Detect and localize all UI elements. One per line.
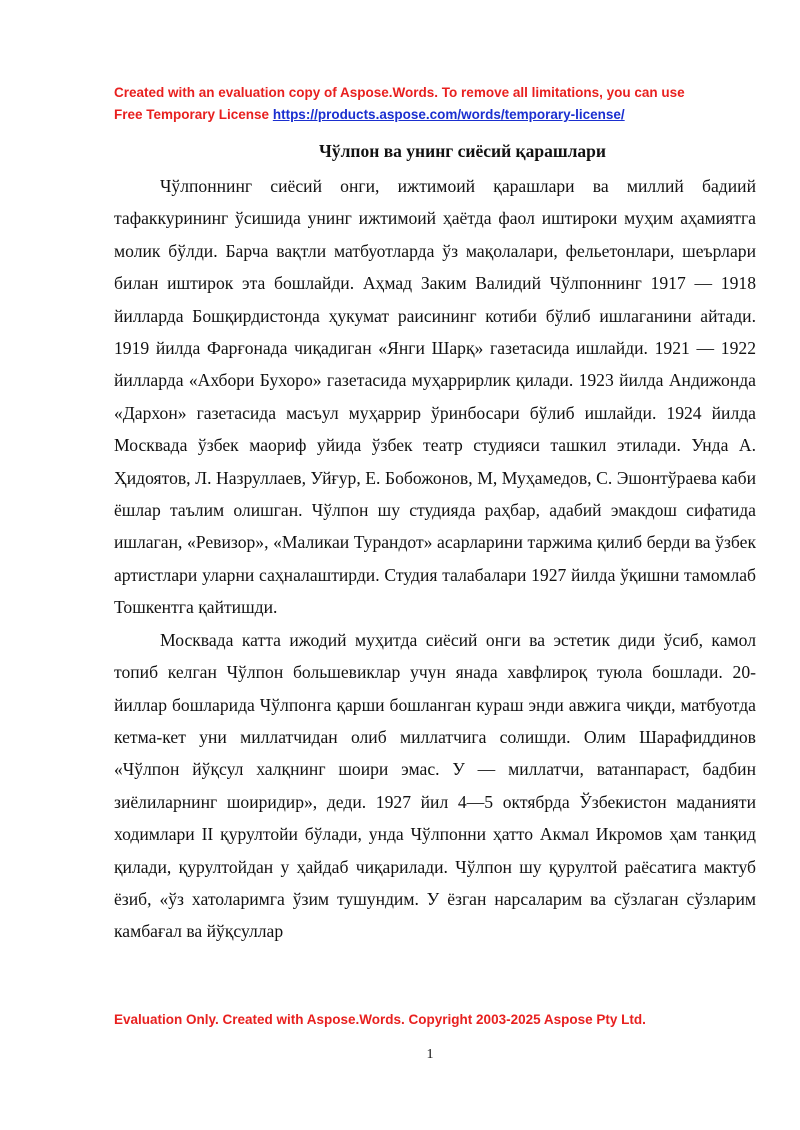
temporary-license-link[interactable]: https://products.aspose.com/words/temporary-license/ bbox=[272, 107, 625, 122]
body-paragraph-2: Москвада катта ижодий муҳитда сиёсий онги ва эстетик диди ўсиб, камол топиб келган Чўлпон большевиклар учун янада хавфлироқ туюла бошлади. 20-йиллар бошларида Чўлпонга қарши бошланган кураш энди авжига чиқди, матбуотда кетма-кет уни миллатчидан олиб миллатчига солишди. Олим Шарафиддинов «Чўлпон йўқсул халқнинг шоири эмас. У — миллатчи, ватанпараст, бадбин зиёлиларнинг шоиридир», деди. 1927 йил 4—5 октябрда Ўзбекистон маданияти ходимлари II қурултойи бўлади, унда Чўлпонни ҳатто Акмал Икромов ҳам танқид қилади, қурултойдан у ҳайдаб чиқарилади. Чўлпон шу қурултой раёсатига мактуб ёзиб, «ўз хатоларимга ўзим тушундим. У ёзган нарсаларим ва сўзлаган сўзларим камбағал ва йўқсуллар bbox=[114, 629, 756, 942]
evaluation-notice-line: Created with an evaluation copy of Aspose.Words. To remove all limitations, you can use bbox=[114, 85, 685, 100]
page-number: 1 bbox=[426, 1047, 434, 1062]
evaluation-notice-header bbox=[114, 82, 754, 126]
license-label: Free Temporary License bbox=[114, 107, 273, 122]
license-line bbox=[114, 104, 754, 126]
document-body bbox=[114, 170, 756, 948]
document-title: Чўлпон ва унинг сиёсий қарашлари bbox=[319, 141, 606, 161]
body-paragraph-1: Чўлпоннинг сиёсий онги, ижтимоий қарашлари ва миллий бадиий тафаккурининг ўсишида унинг ижтимоий ҳаётда фаол иштироки муҳим аҳамиятга молик бўлди. Барча вақтли матбуотларда ўз мақолалари, фельетонлари, шеърлари билан иштирок эта бошлайди. Аҳмад Заким Валидий Чўлпоннинг 1917 — 1918 йилларда Бошқирдистонда ҳукумат раисининг котиби бўлиб ишлаганини айтади. 1919 йилда Фарғонада чиқадиган «Янги Шарқ» газетасида ишлайди. 1921 — 1922 йилларда «Ахбори Бухоро» газетасида муҳаррирлик қилади. 1923 йилда Андижонда «Дархон» газетасида масъул муҳаррир ўринбосари бўлиб ишлайди. 1924 йилда Москвада ўзбек маориф уйида ўзбек театр студияси ташкил этилади. Унда А. Ҳидоятов, Л. Назруллаев, Уйғур, Е. Бобожонов, М, Муҳамедов, С. Эшонтўраева каби ёшлар таълим олишган. Чўлпон шу студияда раҳбар, адабий эмакдош сифатида ишлаган, «Ревизор», «Маликаи Турандот» асарларини таржима қилиб берди ва ўзбек артистлари уларни саҳналаштирди. Студия талабалари 1927 йилда ўқишни тамомлаб Тошкентга қайтишди. bbox=[114, 176, 756, 618]
evaluation-notice-footer: Evaluation Only. Created with Aspose.Words. Copyright 2003-2025 Aspose Pty Ltd. bbox=[114, 1012, 646, 1027]
